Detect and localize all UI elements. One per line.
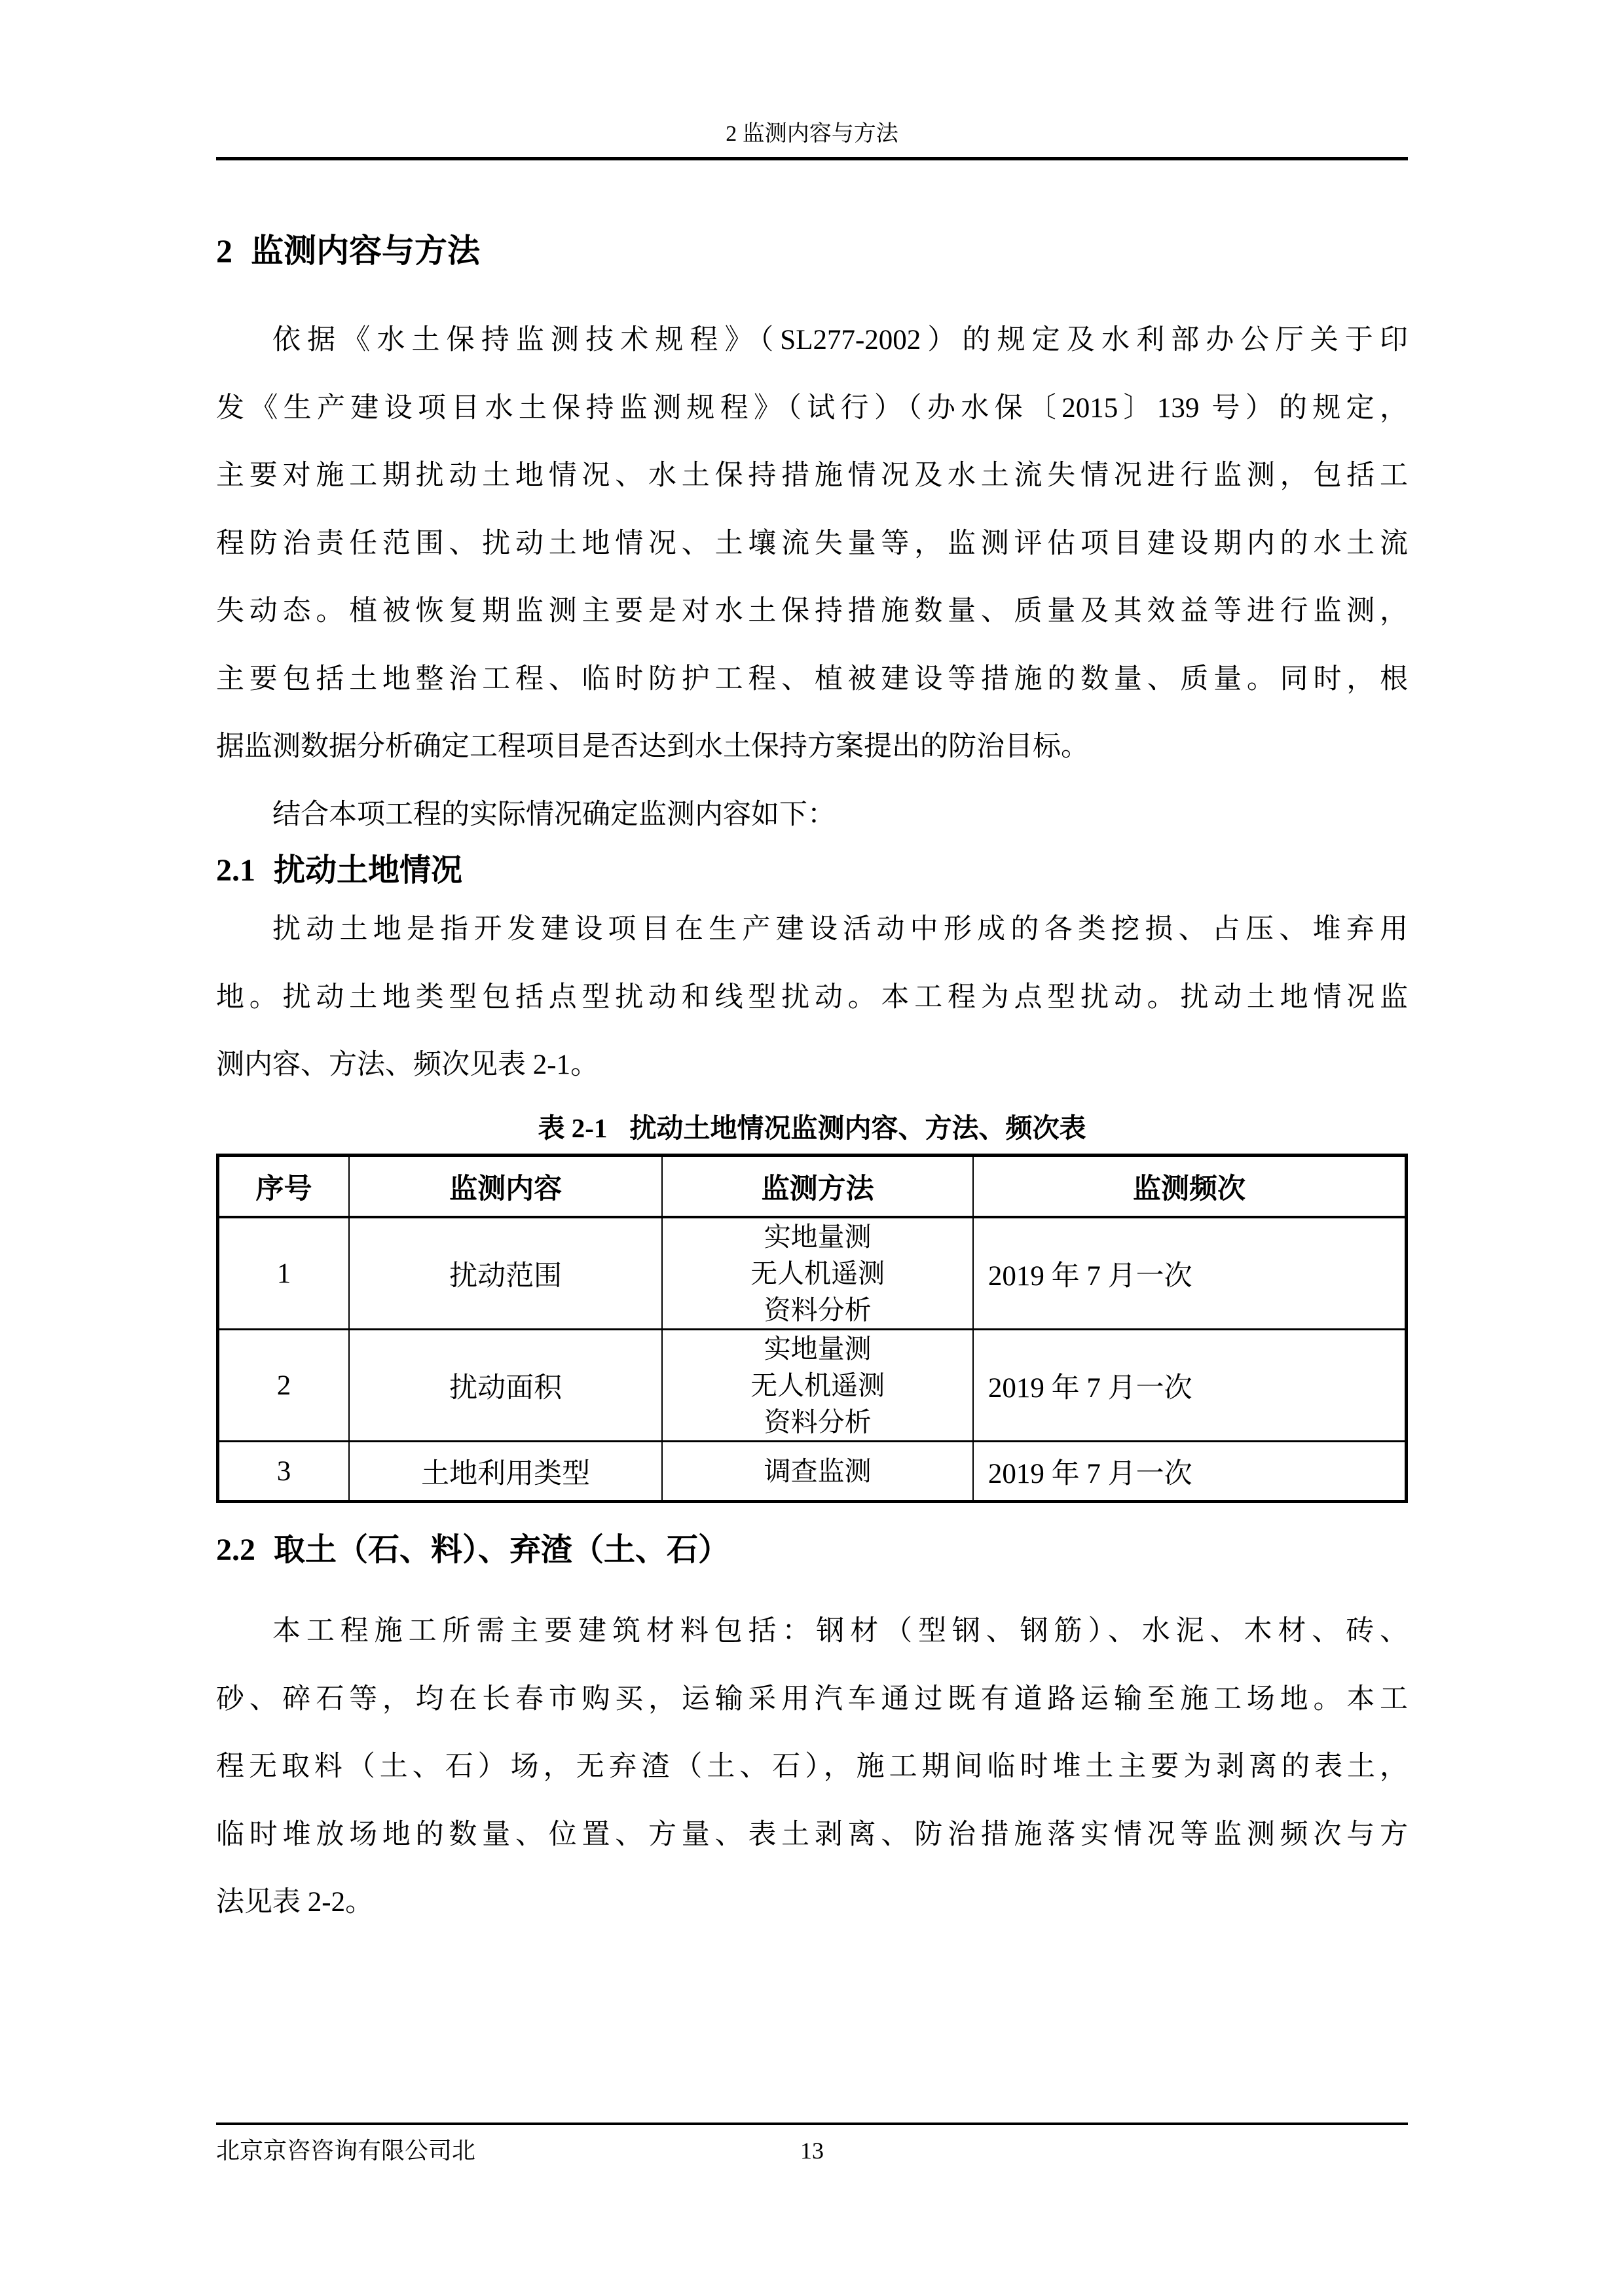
intro-paragraph bbox=[216, 306, 1408, 781]
section-2-1-title: 扰动土地情况 bbox=[274, 853, 463, 888]
cell-frequency: 2019 年 7 月一次 bbox=[973, 1217, 1407, 1330]
section-2-2-title: 取土（石、料）、弃渣（土、石） bbox=[274, 1533, 730, 1567]
cell-method bbox=[662, 1330, 973, 1442]
paragraph-line: 地。扰动土地类型包括点型扰动和线型扰动。本工程为点型扰动。扰动土地情况监 bbox=[216, 981, 1408, 1013]
method-line: 资料分析 bbox=[764, 1407, 872, 1437]
paragraph-line: 依据《水土保持监测技术规程》（SL277-2002）的规定及水利部办公厅关于印 bbox=[272, 325, 1408, 355]
cell-no: 1 bbox=[218, 1217, 350, 1330]
cell-frequency: 2019 年 7 月一次 bbox=[973, 1330, 1407, 1442]
chapter-number: 2 bbox=[216, 232, 232, 269]
section-2-1-heading bbox=[216, 851, 1408, 890]
paragraph-line: 程防治责任范围、扰动土地情况、土壤流失量等，监测评估项目建设期内的水土流 bbox=[216, 528, 1408, 559]
column-header-frequency: 监测频次 bbox=[973, 1156, 1407, 1218]
cell-content: 扰动面积 bbox=[349, 1330, 662, 1442]
section-2-1-paragraph bbox=[216, 896, 1408, 1099]
paragraph-line: 据监测数据分析确定工程项目是否达到水土保持方案提出的防治目标。 bbox=[216, 731, 1089, 762]
method-line: 无人机遥测 bbox=[750, 1258, 885, 1288]
cell-method bbox=[662, 1217, 973, 1330]
paragraph-line: 主要对施工期扰动土地情况、水土保持措施情况及水土流失情况进行监测，包括工 bbox=[216, 460, 1408, 491]
running-header-title: 2 监测内容与方法 bbox=[726, 122, 898, 146]
chapter-title: 监测内容与方法 bbox=[251, 232, 480, 269]
paragraph-line: 本工程施工所需主要建筑材料包括：钢材（型钢、钢筋）、水泥、木材、砖、 bbox=[272, 1616, 1408, 1647]
cell-no: 2 bbox=[218, 1330, 350, 1442]
page-number: 13 bbox=[800, 2138, 824, 2164]
cell-frequency: 2019 年 7 月一次 bbox=[973, 1442, 1407, 1502]
paragraph-line: 砂、碎石等，均在长春市购买，运输采用汽车通过既有道路运输至施工场地。本工 bbox=[216, 1683, 1408, 1715]
paragraph-line: 扰动土地是指开发建设项目在生产建设活动中形成的各类挖损、占压、堆弃用 bbox=[272, 914, 1408, 945]
cell-no: 3 bbox=[218, 1442, 350, 1502]
table-caption-title: 扰动土地情况监测内容、方法、频次表 bbox=[629, 1113, 1086, 1143]
method-line: 无人机遥测 bbox=[750, 1370, 885, 1400]
section-2-2-heading bbox=[216, 1531, 1408, 1570]
table-row bbox=[218, 1330, 1407, 1442]
table-header-row bbox=[218, 1156, 1407, 1218]
paragraph-line: 发《生产建设项目水土保持监测规程》（试行）（办水保〔2015〕139 号）的规定， bbox=[216, 392, 1408, 424]
table-row bbox=[218, 1442, 1407, 1502]
column-header-content: 监测内容 bbox=[349, 1156, 662, 1218]
method-line: 调查监测 bbox=[764, 1456, 872, 1486]
monitoring-table-2-1 bbox=[216, 1154, 1408, 1503]
footer-company: 北京京咨咨询有限公司北 bbox=[216, 2138, 476, 2164]
section-2-2-number: 2.2 bbox=[216, 1533, 255, 1567]
column-header-method: 监测方法 bbox=[662, 1156, 973, 1218]
lead-in-paragraph bbox=[216, 781, 1408, 849]
table-caption-label: 表 2-1 bbox=[538, 1113, 608, 1143]
paragraph-line: 临时堆放场地的数量、位置、方量、表土剥离、防治措施落实情况等监测频次与方 bbox=[216, 1819, 1408, 1850]
paragraph-line: 法见表 2-2。 bbox=[216, 1887, 374, 1918]
cell-content: 土地利用类型 bbox=[349, 1442, 662, 1502]
column-header-no: 序号 bbox=[218, 1156, 350, 1218]
paragraph-line: 结合本项工程的实际情况确定监测内容如下： bbox=[272, 799, 836, 830]
header-rule bbox=[216, 157, 1408, 160]
paragraph-line: 程无取料（土、石）场，无弃渣（土、石），施工期间临时堆土主要为剥离的表土， bbox=[216, 1751, 1408, 1782]
chapter-heading bbox=[216, 230, 1408, 271]
footer-rule bbox=[216, 2123, 1408, 2125]
paragraph-line: 失动态。植被恢复期监测主要是对水土保持措施数量、质量及其效益等进行监测， bbox=[216, 596, 1408, 627]
section-2-2-paragraph bbox=[216, 1597, 1408, 1937]
cell-method bbox=[662, 1442, 973, 1502]
table-2-1-caption bbox=[216, 1112, 1408, 1144]
method-line: 资料分析 bbox=[764, 1295, 872, 1325]
table-row bbox=[218, 1217, 1407, 1330]
section-2-1-number: 2.1 bbox=[216, 853, 255, 888]
running-header bbox=[216, 120, 1408, 148]
method-line: 实地量测 bbox=[764, 1222, 872, 1252]
cell-content: 扰动范围 bbox=[349, 1217, 662, 1330]
paragraph-line: 测内容、方法、频次见表 2-1。 bbox=[216, 1049, 599, 1080]
paragraph-line: 主要包括土地整治工程、临时防护工程、植被建设等措施的数量、质量。同时，根 bbox=[216, 663, 1408, 695]
method-line: 实地量测 bbox=[764, 1334, 872, 1364]
